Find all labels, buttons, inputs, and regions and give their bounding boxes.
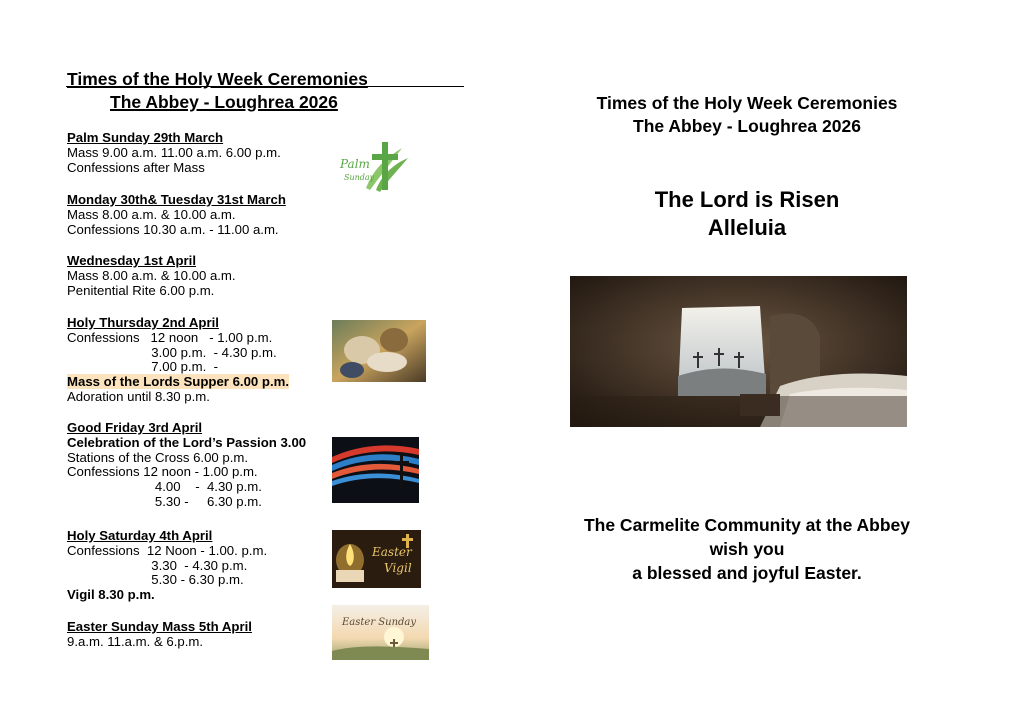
- section-line: Stations of the Cross 6.00 p.m.: [67, 449, 249, 465]
- section-title: Holy Saturday 4th April: [67, 528, 213, 543]
- right-title-block: [512, 92, 982, 138]
- easter-sunday-image: [332, 605, 429, 660]
- section-holy-saturday: [67, 529, 267, 603]
- section-line: Confessions 12 Noon - 1.00. p.m.: [67, 542, 268, 558]
- risen-block: [512, 186, 982, 242]
- vigil-line: Vigil 8.30 p.m.: [67, 587, 155, 603]
- section-line: Mass 8.00 a.m. & 10.00 a.m.: [67, 267, 236, 283]
- section-line: Confessions 12 noon - 1.00 p.m.: [67, 329, 273, 345]
- section-line: Adoration until 8.30 p.m.: [67, 388, 210, 404]
- section-line: 3.30 - 4.30 p.m.: [67, 557, 248, 573]
- alleluia-heading: Alleluia: [707, 215, 787, 240]
- section-monday-tuesday: [67, 193, 286, 237]
- section-line: Confessions 12 noon - 1.00 p.m.: [67, 464, 258, 480]
- right-title: Times of the Holy Week Ceremonies: [596, 93, 898, 113]
- section-line: Confessions after Mass: [67, 159, 205, 175]
- highlighted-mass: Mass of the Lords Supper 6.00 p.m.: [67, 374, 290, 390]
- right-subtitle: The Abbey - Loughrea 2026: [633, 116, 861, 136]
- section-line: Mass 9.00 a.m. 11.00 a.m. 6.00 p.m.: [67, 144, 281, 160]
- sunday-label: Sunday: [344, 173, 375, 182]
- section-title: Good Friday 3rd April: [67, 420, 203, 435]
- section-holy-thursday: [67, 316, 289, 405]
- section-good-friday: [67, 421, 306, 510]
- section-line: 7.00 p.m. -: [67, 359, 218, 375]
- section-title: Wednesday 1st April: [67, 253, 196, 268]
- wish-block: [512, 513, 982, 585]
- section-palm-sunday: [67, 131, 281, 175]
- easter-label: Easter: [372, 545, 412, 559]
- last-supper-image: [332, 320, 426, 382]
- section-line: Mass 8.00 a.m. & 10.00 a.m.: [67, 206, 236, 222]
- easter-sunday-label: Easter Sunday: [342, 617, 417, 628]
- section-line: 5.30 - 6.30 p.m.: [67, 493, 262, 509]
- wish-line-1: The Carmelite Community at the Abbey: [583, 515, 911, 535]
- empty-tomb-image: [570, 276, 907, 427]
- section-title: Palm Sunday 29th March: [67, 130, 224, 145]
- left-title: Times of the Holy Week Ceremonies: [67, 69, 368, 89]
- section-wednesday: [67, 254, 236, 298]
- risen-heading: The Lord is Risen: [654, 187, 840, 212]
- section-line: 9.a.m. 11.a.m. & 6.p.m.: [67, 633, 204, 649]
- section-title: Holy Thursday 2nd April: [67, 315, 219, 330]
- good-friday-image: [332, 437, 419, 503]
- section-line: Penitential Rite 6.00 p.m.: [67, 282, 215, 298]
- section-title: Easter Sunday Mass 5th April: [67, 619, 252, 634]
- left-header: [67, 68, 487, 114]
- section-line: Confessions 10.30 a.m. - 11.00 a.m.: [67, 221, 279, 237]
- section-easter-sunday: [67, 620, 252, 650]
- wish-line-3: a blessed and joyful Easter.: [632, 563, 862, 583]
- wish-line-2: wish you: [709, 539, 785, 559]
- easter-vigil-image: [332, 530, 421, 588]
- section-line: 3.00 p.m. - 4.30 p.m.: [67, 344, 277, 360]
- section-title: Monday 30th& Tuesday 31st March: [67, 192, 286, 207]
- section-line: 4.00 - 4.30 p.m.: [67, 479, 262, 495]
- vigil-label: Vigil: [384, 561, 412, 575]
- palm-label: Palm: [340, 157, 370, 171]
- palm-sunday-image: [336, 138, 412, 194]
- section-line: 5.30 - 6.30 p.m.: [67, 572, 244, 588]
- celebration-line: Celebration of the Lord’s Passion 3.00: [67, 434, 307, 450]
- header-underline: [66, 86, 464, 87]
- left-subtitle: The Abbey - Loughrea 2026: [110, 92, 338, 112]
